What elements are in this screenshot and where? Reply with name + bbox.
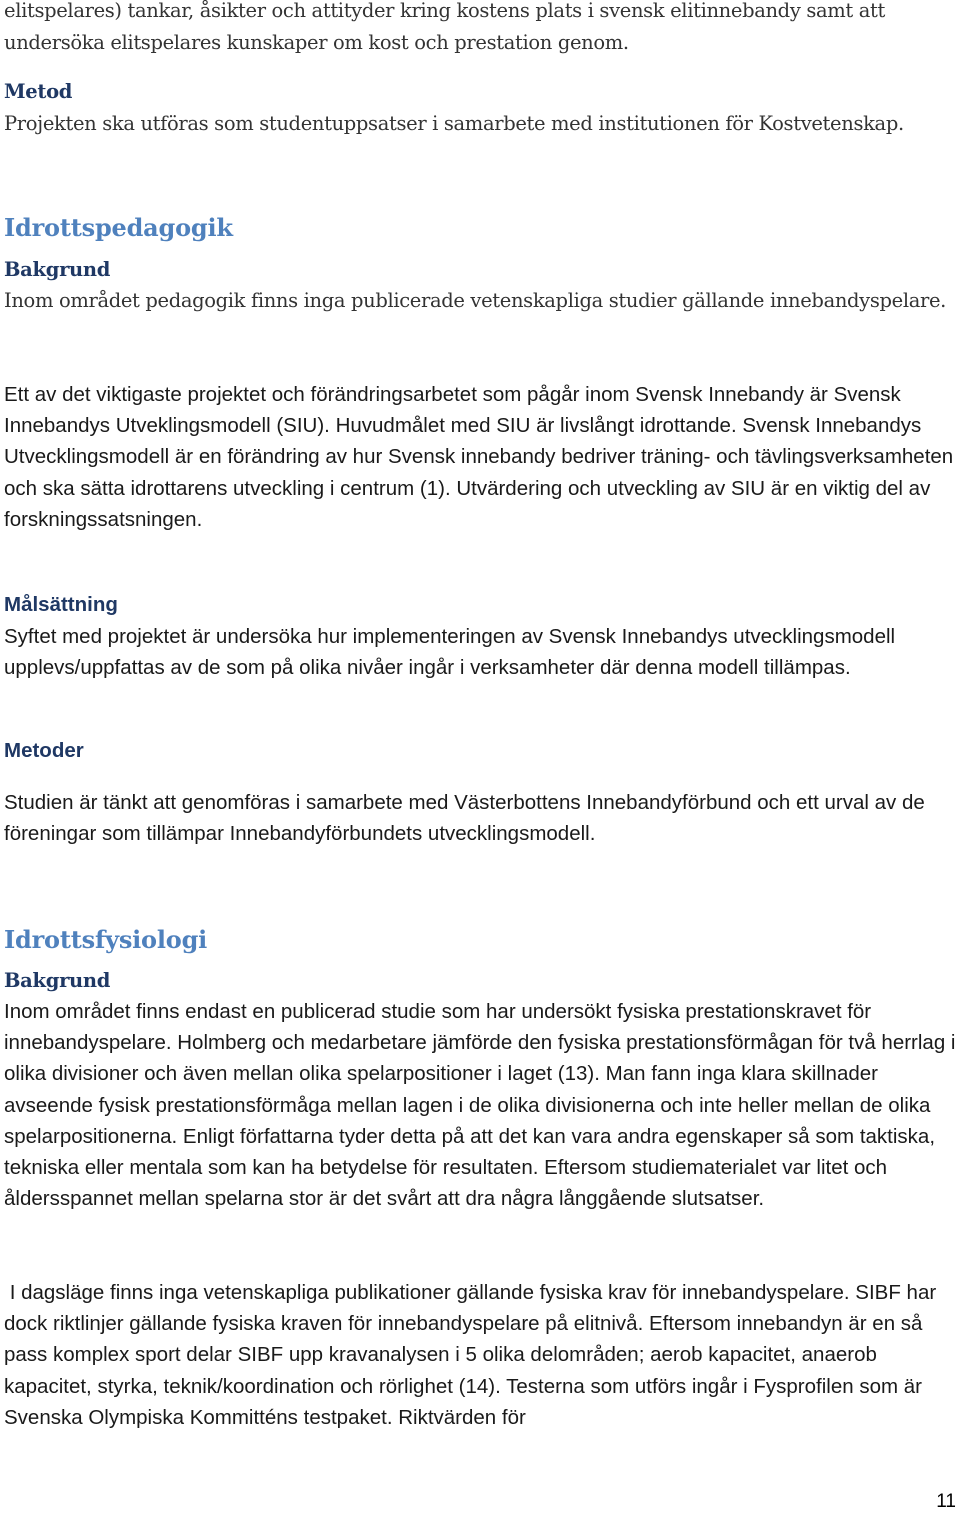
intro-paragraph: elitspelares) tankar, åsikter och attityder kring kostens plats i svensk elitinnebandy samt att undersöka elitspelares kunskaper om kost och prestation genom. [4, 0, 885, 54]
metoder-text: Studien är tänkt att genomföras i samarbete med Västerbottens Innebandyförbund och ett urval av de föreningar som tillämpar Innebandyförbundets utvecklingsmodell. [4, 791, 925, 846]
fysiologi-bakgrund-text: Inom området finns endast en publicerad studie som har undersökt fysiska prestationskravet för innebandyspelare. Holmberg och medarbetare jämförde den fysiska prestationsförmågan för två herrlag i olika divisioner och även mellan olika spelarpositioner i laget (13). Man fann inga klara skillnader avseende fysisk prestationsförmåga mellan lagen i de olika divisionerna och inte heller mellan de olika spelarpositionerna. Enligt författarna tyder detta på att det kan vara andra egenskaper så som taktiska, tekniska eller mentala som kan ha betydelse för resultaten. Eftersom studiematerialet var litet och åldersspannet mellan spelarna stor är det svårt att dra några långgående slutsatser. [4, 1000, 956, 1211]
page-number: 11 [936, 1491, 956, 1512]
malsattning-text: Syftet med projektet är undersöka hur implementeringen av Svensk Innebandys utvecklingsmodell upplevs/uppfattas av de som på olika nivåer ingår i verksamheter där denna modell tillämpas. [4, 625, 896, 680]
fysiologi-bakgrund-heading: Bakgrund [4, 969, 111, 992]
siu-paragraph: Ett av det viktigaste projektet och förändringsarbetet som pågår inom Svensk Innebandy är Svensk Innebandys Utveklingsmodell (SIU). Huvudmålet med SIU är livslångt idrottande. Svensk Innebandys Utvecklingsmodell är en förändring av hur Svensk innebandy bedriver träning- och tävlingsverksamheten och ska sätta idrottarens utveckling i centrum (1). Utvärdering och utveckling av SIU är en viktig del av forskningssatsningen. [4, 383, 954, 531]
fysiologi-title: Idrottsfysiologi [4, 925, 208, 954]
kost-metod-text: Projekten ska utföras som studentuppsatser i samarbete med institutionen för Kostvetenskap. [4, 112, 904, 135]
fysiologi-idag-text: I dagsläge finns inga vetenskapliga publikationer gällande fysiska krav för innebandyspelare. SIBF har dock riktlinjer gällande fysiska kraven för innebandyspelare på elitnivå. Eftersom innebandyn är en så pass komplex sport delar SIBF upp kravanalysen i 5 olika delområden; aerob kapacitet, anaerob kapacitet, styrka, teknik/koordination och rörlighet (14). Testerna som utförs ingår i Fysprofilen som är Svenska Olympiska Kommitténs testpaket. Riktvärden för [4, 1281, 942, 1429]
malsattning-heading: Målsättning [4, 593, 118, 616]
pedagogik-bakgrund-heading: Bakgrund [4, 258, 111, 281]
pedagogik-bakgrund-text: Inom området pedagogik finns inga publicerade vetenskapliga studier gällande innebandyspelare. [4, 289, 947, 312]
metoder-heading: Metoder [4, 739, 84, 762]
kost-metod-heading: Metod [4, 80, 73, 103]
pedagogik-title: Idrottspedagogik [4, 213, 233, 242]
